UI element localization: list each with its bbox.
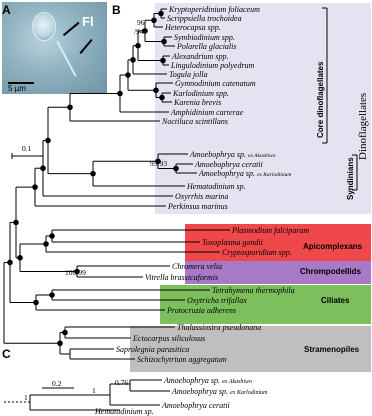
taxon-label: Kryptoperidinium foliaceum: [169, 5, 260, 14]
node-support-dot: [13, 220, 19, 226]
scale-bar-label: 5 µm: [8, 84, 26, 93]
taxon-label: Tetrahymena thermophila: [212, 286, 295, 295]
node-support-dot: [32, 184, 38, 190]
taxon-label: Chromera velia: [172, 262, 223, 271]
taxon-label: Gymnodinium catenatum: [175, 79, 256, 88]
group-label-ciliates: Ciliates: [321, 296, 350, 305]
node-support-dot: [49, 233, 55, 239]
taxon-label: Hematodinium sp.: [187, 182, 246, 191]
taxon-label: Oxytricha trifallax: [187, 296, 247, 305]
node-support-dot: [135, 43, 141, 49]
taxon-label: Thalassiosira pseudonana: [177, 323, 262, 332]
support-value: 1: [92, 386, 96, 395]
taxon-label: Protocruzia adherens: [167, 306, 236, 315]
support-value: 96: [137, 18, 145, 27]
group-label-core-dinoflagellates: Core dinoflagellates: [316, 61, 325, 138]
node-support-dot: [173, 166, 179, 172]
taxon-label: Cryptosporidium spp.: [222, 248, 292, 257]
taxon-label: Lingulodinium polyedrum: [171, 61, 255, 70]
taxon-label: Karlodinium spp.: [173, 89, 230, 98]
flagellum-label: Fl: [82, 14, 94, 29]
taxon-label: Noctiluca scintillans: [162, 117, 228, 126]
tree-c-taxon-label: Amoebophrya sp. ex Karlodinium: [172, 387, 268, 396]
node-support-dot: [7, 260, 13, 266]
tree-c-taxon-label: Hematodinium sp.: [95, 407, 154, 416]
node-support-dot: [158, 11, 164, 17]
taxon-label: Amoebophrya sp. ex Karlodinium: [199, 169, 292, 178]
taxon-label: Amoebophrya ceratii: [195, 160, 263, 169]
node-support-dot: [43, 241, 49, 247]
taxon-label: Schizochytrium aggregatum: [137, 355, 227, 364]
group-label-stramenopiles: Stramenopiles: [304, 345, 360, 354]
taxon-label: Perkinsus marinus: [168, 202, 228, 211]
panel-label-b: B: [112, 3, 121, 17]
node-support-dot: [159, 95, 165, 101]
group-label-dinoflagellates: Dinoflagellates: [357, 92, 369, 160]
tree-c-branches: [30, 380, 170, 410]
support-value: 0.76: [115, 378, 129, 387]
node-support-dot: [40, 165, 46, 171]
node-support-dot: [62, 330, 68, 336]
taxon-label: Karenia brevis: [174, 98, 222, 107]
node-support-dot: [117, 91, 123, 97]
support-value: /94: [134, 27, 144, 36]
node-support-dot: [125, 72, 131, 78]
scale-label-b: 0.1: [22, 144, 32, 153]
node-support-dot: [33, 300, 39, 306]
taxon-label: Togula jolla: [169, 70, 208, 79]
node-support-dot: [160, 58, 166, 64]
taxon-label: Amoebophrya sp. ex Akashiwo: [190, 150, 276, 159]
node-support-dot: [161, 39, 167, 45]
support-value: 1: [24, 393, 28, 402]
taxon-label: Plasmodium falciparum: [232, 226, 310, 235]
node-support-dot: [153, 87, 159, 93]
node-support-dot: [17, 255, 23, 261]
taxon-label: Vitrella brassicaformis: [145, 273, 219, 282]
taxon-label: Scrippsiella trochoidea: [167, 14, 242, 23]
node-support-dot: [67, 104, 73, 110]
taxon-label: Saprolegnia parasitica: [116, 345, 190, 354]
taxon-label: Toxoplasma gondii: [202, 238, 263, 247]
taxon-label: Amphidinium carterae: [171, 108, 244, 117]
node-support-dot: [151, 17, 157, 23]
tree-c-taxon-label: Amoebophrya sp. ex Akashiwo: [164, 376, 253, 385]
node-support-dot: [57, 340, 63, 346]
group-label-apicomplexans: Apicomplexans: [303, 242, 363, 251]
support-value: 100/99: [65, 268, 86, 277]
taxon-label: Polarella glacialis: [177, 42, 237, 51]
panel-label-a: A: [2, 3, 11, 17]
node-support-dot: [90, 171, 96, 177]
tree-c-taxon-label: Amoebophrya ceratii: [162, 401, 230, 410]
node-support-dot: [130, 57, 136, 63]
scale-label-c: 0.2: [52, 379, 62, 388]
taxon-label: Symbiodinium spp.: [174, 33, 235, 42]
support-value: 95/93: [150, 159, 168, 168]
group-label-chrompodellids: Chrompodellids: [300, 267, 361, 276]
panel-label-c: C: [2, 347, 11, 361]
taxon-label: Oxyrrhis marina: [175, 192, 229, 201]
taxon-label: Ectocarpus siliculosus: [133, 334, 206, 343]
node-support-dot: [49, 292, 55, 298]
taxon-label: Alexandrium spp.: [172, 52, 229, 61]
taxon-label: Heterocapsa spp.: [165, 23, 221, 32]
group-label-syndinians: Syndinians: [346, 157, 355, 200]
node-support-dot: [45, 138, 51, 144]
